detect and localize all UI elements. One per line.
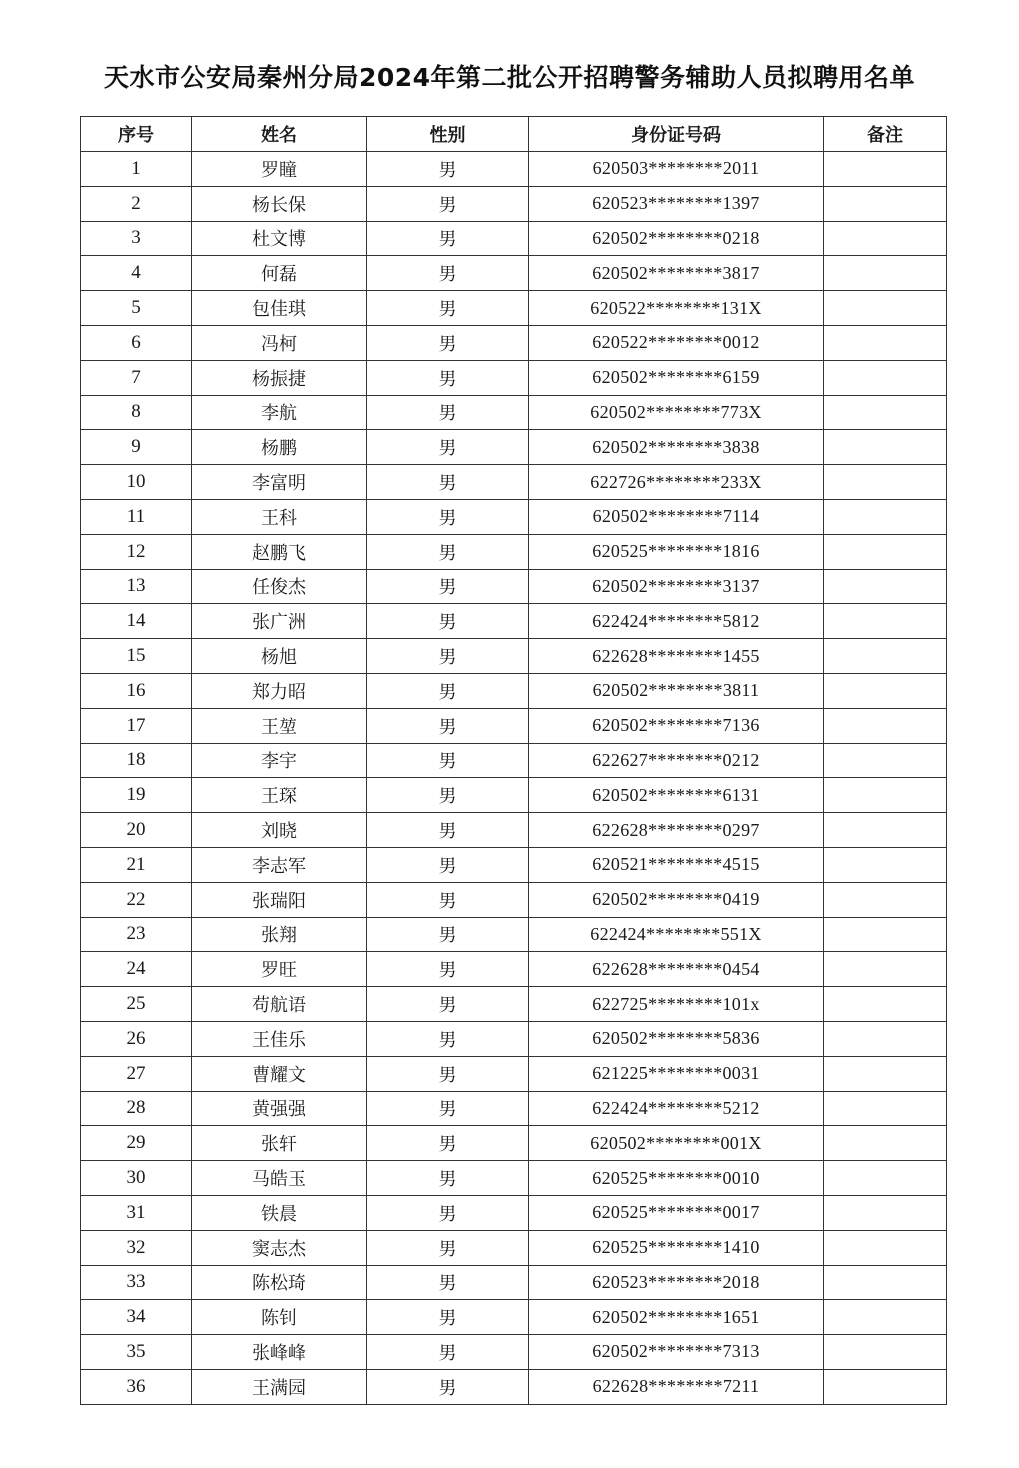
- cell-remarks: [824, 1091, 947, 1126]
- cell-gender: 男: [367, 847, 529, 882]
- cell-gender: 男: [367, 882, 529, 917]
- table-row: [81, 1369, 947, 1404]
- cell-id-number: 620502********3811: [529, 673, 824, 708]
- cell-serial-number: 3: [81, 221, 192, 256]
- cell-remarks: [824, 256, 947, 291]
- cell-gender: 男: [367, 1161, 529, 1196]
- cell-remarks: [824, 430, 947, 465]
- cell-id-number: 620525********0010: [529, 1161, 824, 1196]
- cell-serial-number: 28: [81, 1091, 192, 1126]
- cell-remarks: [824, 360, 947, 395]
- cell-name: 罗瞳: [192, 152, 367, 187]
- cell-name: 窦志杰: [192, 1230, 367, 1265]
- cell-id-number: 620502********0419: [529, 882, 824, 917]
- cell-serial-number: 29: [81, 1126, 192, 1161]
- cell-remarks: [824, 604, 947, 639]
- cell-remarks: [824, 673, 947, 708]
- cell-name: 杨旭: [192, 639, 367, 674]
- cell-gender: 男: [367, 743, 529, 778]
- cell-id-number: 620503********2011: [529, 152, 824, 187]
- cell-name: 杜文博: [192, 221, 367, 256]
- cell-remarks: [824, 743, 947, 778]
- cell-gender: 男: [367, 569, 529, 604]
- cell-name: 张广洲: [192, 604, 367, 639]
- cell-name: 黄强强: [192, 1091, 367, 1126]
- cell-remarks: [824, 569, 947, 604]
- table-row: [81, 1091, 947, 1126]
- table-row: [81, 152, 947, 187]
- cell-id-number: 620502********7114: [529, 499, 824, 534]
- table-row: [81, 882, 947, 917]
- cell-gender: 男: [367, 430, 529, 465]
- cell-serial-number: 18: [81, 743, 192, 778]
- cell-name: 郑力昭: [192, 673, 367, 708]
- cell-remarks: [824, 1300, 947, 1335]
- cell-name: 铁晨: [192, 1195, 367, 1230]
- cell-serial-number: 1: [81, 152, 192, 187]
- cell-serial-number: 14: [81, 604, 192, 639]
- cell-id-number: 620502********3838: [529, 430, 824, 465]
- table-row: [81, 604, 947, 639]
- cell-id-number: 620502********7313: [529, 1335, 824, 1370]
- cell-name: 李志军: [192, 847, 367, 882]
- cell-serial-number: 2: [81, 186, 192, 221]
- cell-remarks: [824, 395, 947, 430]
- cell-gender: 男: [367, 291, 529, 326]
- cell-serial-number: 9: [81, 430, 192, 465]
- cell-gender: 男: [367, 1056, 529, 1091]
- cell-id-number: 620523********1397: [529, 186, 824, 221]
- table-row: [81, 987, 947, 1022]
- table-row: [81, 1300, 947, 1335]
- cell-gender: 男: [367, 152, 529, 187]
- cell-name: 李富明: [192, 465, 367, 500]
- cell-serial-number: 35: [81, 1335, 192, 1370]
- cell-name: 刘晓: [192, 813, 367, 848]
- cell-serial-number: 36: [81, 1369, 192, 1404]
- cell-name: 陈钊: [192, 1300, 367, 1335]
- table-row: [81, 534, 947, 569]
- cell-id-number: 621225********0031: [529, 1056, 824, 1091]
- cell-gender: 男: [367, 256, 529, 291]
- table-row: [81, 813, 947, 848]
- cell-id-number: 620502********6131: [529, 778, 824, 813]
- cell-gender: 男: [367, 1195, 529, 1230]
- cell-serial-number: 34: [81, 1300, 192, 1335]
- cell-remarks: [824, 1369, 947, 1404]
- cell-gender: 男: [367, 534, 529, 569]
- cell-id-number: 620522********131X: [529, 291, 824, 326]
- cell-serial-number: 19: [81, 778, 192, 813]
- cell-remarks: [824, 882, 947, 917]
- cell-serial-number: 16: [81, 673, 192, 708]
- cell-gender: 男: [367, 1230, 529, 1265]
- table-row: [81, 639, 947, 674]
- table-row: [81, 186, 947, 221]
- cell-remarks: [824, 1161, 947, 1196]
- cell-serial-number: 7: [81, 360, 192, 395]
- cell-id-number: 620502********6159: [529, 360, 824, 395]
- cell-serial-number: 15: [81, 639, 192, 674]
- cell-id-number: 620522********0012: [529, 325, 824, 360]
- cell-id-number: 620502********7136: [529, 708, 824, 743]
- cell-id-number: 620502********3137: [529, 569, 824, 604]
- cell-gender: 男: [367, 952, 529, 987]
- cell-serial-number: 21: [81, 847, 192, 882]
- cell-remarks: [824, 325, 947, 360]
- cell-gender: 男: [367, 1300, 529, 1335]
- cell-serial-number: 25: [81, 987, 192, 1022]
- cell-serial-number: 11: [81, 499, 192, 534]
- cell-id-number: 622628********0454: [529, 952, 824, 987]
- cell-name: 王科: [192, 499, 367, 534]
- cell-remarks: [824, 291, 947, 326]
- cell-serial-number: 22: [81, 882, 192, 917]
- cell-remarks: [824, 1056, 947, 1091]
- table-row: [81, 1335, 947, 1370]
- table-row: [81, 1056, 947, 1091]
- table-row: [81, 1230, 947, 1265]
- cell-remarks: [824, 186, 947, 221]
- table-row: [81, 1265, 947, 1300]
- cell-id-number: 620525********0017: [529, 1195, 824, 1230]
- cell-remarks: [824, 1265, 947, 1300]
- header-remarks: 备注: [824, 117, 947, 152]
- cell-gender: 男: [367, 1126, 529, 1161]
- cell-serial-number: 4: [81, 256, 192, 291]
- cell-gender: 男: [367, 917, 529, 952]
- cell-id-number: 620502********773X: [529, 395, 824, 430]
- cell-remarks: [824, 1195, 947, 1230]
- cell-name: 罗旺: [192, 952, 367, 987]
- cell-name: 冯柯: [192, 325, 367, 360]
- cell-gender: 男: [367, 221, 529, 256]
- cell-gender: 男: [367, 395, 529, 430]
- cell-name: 王满园: [192, 1369, 367, 1404]
- cell-remarks: [824, 917, 947, 952]
- cell-serial-number: 13: [81, 569, 192, 604]
- cell-remarks: [824, 221, 947, 256]
- table-row: [81, 917, 947, 952]
- cell-remarks: [824, 1021, 947, 1056]
- cell-gender: 男: [367, 604, 529, 639]
- cell-id-number: 622726********233X: [529, 465, 824, 500]
- cell-gender: 男: [367, 1091, 529, 1126]
- cell-name: 杨振捷: [192, 360, 367, 395]
- cell-gender: 男: [367, 1021, 529, 1056]
- table-row: [81, 291, 947, 326]
- cell-name: 苟航语: [192, 987, 367, 1022]
- cell-remarks: [824, 499, 947, 534]
- cell-remarks: [824, 1230, 947, 1265]
- table-row: [81, 395, 947, 430]
- cell-gender: 男: [367, 987, 529, 1022]
- table-header-row: [81, 117, 947, 152]
- table-row: [81, 465, 947, 500]
- cell-name: 赵鹏飞: [192, 534, 367, 569]
- cell-gender: 男: [367, 325, 529, 360]
- hiring-list-table: [80, 116, 947, 1405]
- cell-serial-number: 32: [81, 1230, 192, 1265]
- cell-serial-number: 30: [81, 1161, 192, 1196]
- cell-name: 杨鹏: [192, 430, 367, 465]
- cell-gender: 男: [367, 360, 529, 395]
- table-row: [81, 743, 947, 778]
- table-row: [81, 499, 947, 534]
- cell-remarks: [824, 152, 947, 187]
- cell-remarks: [824, 847, 947, 882]
- page-title: 天水市公安局秦州分局2024年第二批公开招聘警务辅助人员拟聘用名单: [103, 63, 916, 92]
- cell-remarks: [824, 465, 947, 500]
- cell-serial-number: 26: [81, 1021, 192, 1056]
- cell-serial-number: 33: [81, 1265, 192, 1300]
- cell-id-number: 620502********5836: [529, 1021, 824, 1056]
- cell-gender: 男: [367, 673, 529, 708]
- cell-serial-number: 23: [81, 917, 192, 952]
- cell-serial-number: 6: [81, 325, 192, 360]
- cell-id-number: 620525********1410: [529, 1230, 824, 1265]
- cell-id-number: 620523********2018: [529, 1265, 824, 1300]
- cell-serial-number: 31: [81, 1195, 192, 1230]
- cell-serial-number: 12: [81, 534, 192, 569]
- cell-gender: 男: [367, 499, 529, 534]
- cell-remarks: [824, 952, 947, 987]
- cell-name: 杨长保: [192, 186, 367, 221]
- table-row: [81, 1126, 947, 1161]
- cell-serial-number: 5: [81, 291, 192, 326]
- cell-id-number: 622628********0297: [529, 813, 824, 848]
- table-body: [81, 152, 947, 1405]
- cell-gender: 男: [367, 1369, 529, 1404]
- cell-id-number: 620502********001X: [529, 1126, 824, 1161]
- table-row: [81, 325, 947, 360]
- cell-serial-number: 10: [81, 465, 192, 500]
- cell-id-number: 622424********5812: [529, 604, 824, 639]
- cell-name: 张翔: [192, 917, 367, 952]
- cell-remarks: [824, 708, 947, 743]
- table-row: [81, 1195, 947, 1230]
- cell-name: 王堃: [192, 708, 367, 743]
- cell-name: 马皓玉: [192, 1161, 367, 1196]
- cell-gender: 男: [367, 778, 529, 813]
- cell-name: 王琛: [192, 778, 367, 813]
- table-row: [81, 1161, 947, 1196]
- cell-gender: 男: [367, 186, 529, 221]
- cell-name: 包佳琪: [192, 291, 367, 326]
- cell-remarks: [824, 1126, 947, 1161]
- cell-gender: 男: [367, 639, 529, 674]
- cell-id-number: 622628********7211: [529, 1369, 824, 1404]
- table-row: [81, 673, 947, 708]
- header-serial-number: 序号: [81, 117, 192, 152]
- cell-name: 李宇: [192, 743, 367, 778]
- table-row: [81, 778, 947, 813]
- cell-id-number: 620502********1651: [529, 1300, 824, 1335]
- cell-serial-number: 20: [81, 813, 192, 848]
- cell-remarks: [824, 1335, 947, 1370]
- table-row: [81, 1021, 947, 1056]
- cell-id-number: 622627********0212: [529, 743, 824, 778]
- table-row: [81, 256, 947, 291]
- table-row: [81, 708, 947, 743]
- cell-name: 陈松琦: [192, 1265, 367, 1300]
- cell-id-number: 620525********1816: [529, 534, 824, 569]
- table-row: [81, 569, 947, 604]
- cell-id-number: 622424********5212: [529, 1091, 824, 1126]
- cell-id-number: 622424********551X: [529, 917, 824, 952]
- cell-gender: 男: [367, 1265, 529, 1300]
- header-gender: 性别: [367, 117, 529, 152]
- cell-id-number: 620502********3817: [529, 256, 824, 291]
- cell-name: 何磊: [192, 256, 367, 291]
- cell-gender: 男: [367, 708, 529, 743]
- cell-remarks: [824, 534, 947, 569]
- cell-remarks: [824, 987, 947, 1022]
- cell-id-number: 622725********101x: [529, 987, 824, 1022]
- cell-serial-number: 8: [81, 395, 192, 430]
- cell-name: 张峰峰: [192, 1335, 367, 1370]
- cell-id-number: 622628********1455: [529, 639, 824, 674]
- cell-gender: 男: [367, 813, 529, 848]
- table-row: [81, 221, 947, 256]
- cell-remarks: [824, 639, 947, 674]
- cell-name: 王佳乐: [192, 1021, 367, 1056]
- table-row: [81, 847, 947, 882]
- cell-name: 任俊杰: [192, 569, 367, 604]
- cell-name: 张瑞阳: [192, 882, 367, 917]
- cell-remarks: [824, 813, 947, 848]
- header-name: 姓名: [192, 117, 367, 152]
- cell-gender: 男: [367, 1335, 529, 1370]
- cell-name: 曹耀文: [192, 1056, 367, 1091]
- cell-remarks: [824, 778, 947, 813]
- table-row: [81, 952, 947, 987]
- header-id-number: 身份证号码: [529, 117, 824, 152]
- cell-serial-number: 27: [81, 1056, 192, 1091]
- cell-name: 李航: [192, 395, 367, 430]
- cell-gender: 男: [367, 465, 529, 500]
- cell-serial-number: 17: [81, 708, 192, 743]
- cell-id-number: 620521********4515: [529, 847, 824, 882]
- table-row: [81, 430, 947, 465]
- cell-serial-number: 24: [81, 952, 192, 987]
- cell-id-number: 620502********0218: [529, 221, 824, 256]
- table-row: [81, 360, 947, 395]
- cell-name: 张轩: [192, 1126, 367, 1161]
